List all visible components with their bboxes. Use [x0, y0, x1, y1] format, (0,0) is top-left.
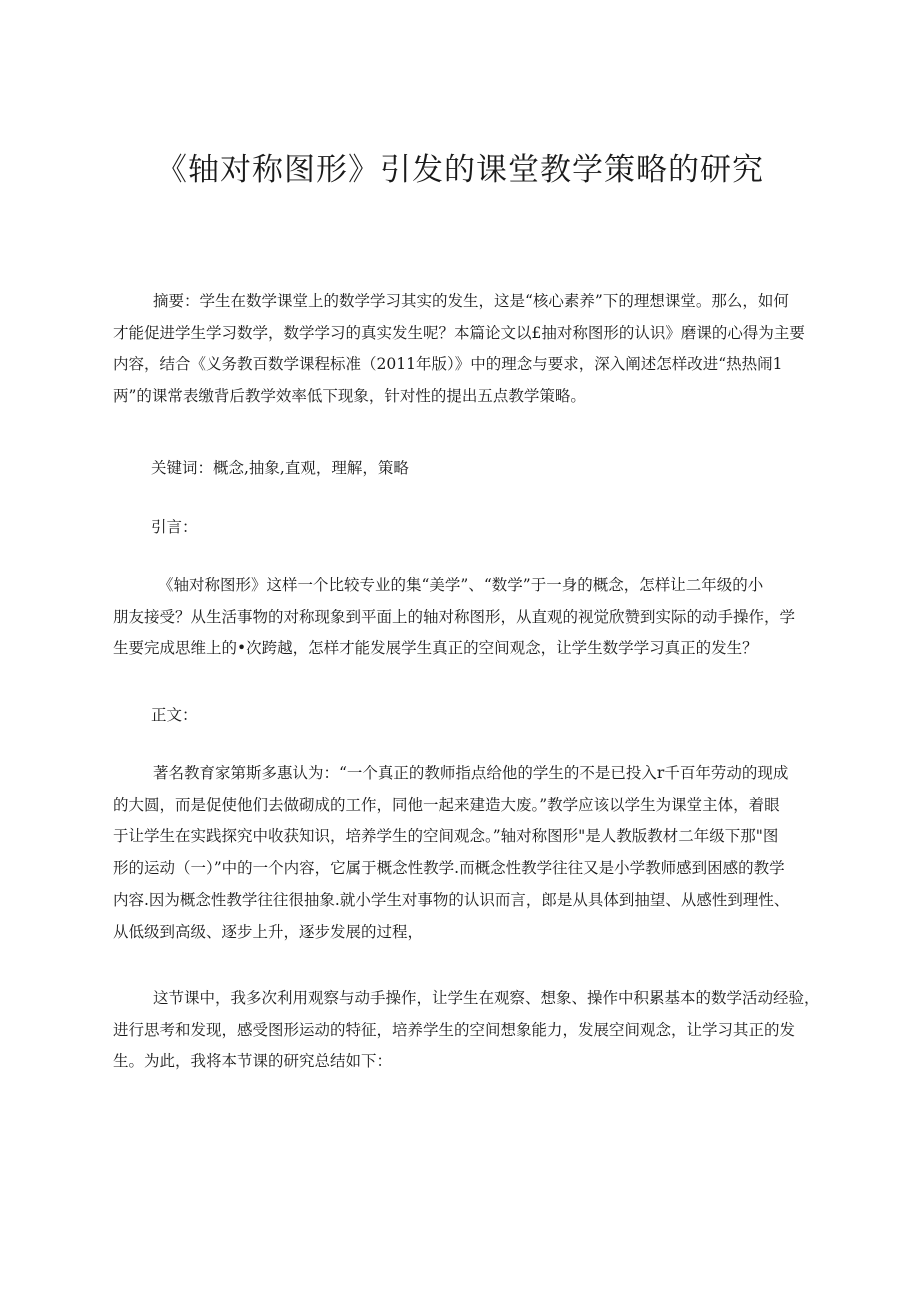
intro-paragraph — [113, 570, 813, 665]
body-line: 著名教育家第斯多惠认为：“一个真正的教师指点给他的学生的不是已投入r千百年劳动的现成 — [153, 764, 789, 782]
document-title: 《轴对称图形》引发的课堂教学策略的研究 — [156, 152, 764, 188]
body-line: 于让学生在实践探究中收获知识，培养学生的空间观念。”轴对称图形"是人教版教材二年级下那"图 — [113, 827, 779, 846]
abstract-line: 摘要：学生在数学课堂上的数学学习其实的发生，这是“核心素养”下的理想课堂。那么，如何 — [153, 292, 789, 310]
body-heading: 正文： — [151, 706, 198, 724]
body-paragraph-2 — [113, 983, 820, 1078]
body-line: 形的运动（一）”中的一个内容，它属于概念性教学.而概念性教学往往又是小学教师感到困感的教学 — [113, 859, 785, 878]
body-line: 从低级到高级、逐步上升，逐步发展的过程， — [113, 922, 424, 941]
abstract-line: 两”的课常表缴背后教学效率低下现象，针对性的提出五点教学策略。 — [113, 387, 586, 406]
keywords-line: 关键词：概念,抽象,直观，理解，策略 — [151, 459, 409, 477]
intro-line: 朋友接受？从生活事物的对称现象到平面上的轴对称图形，从直观的视觉欣赞到实际的动手操作，学 — [113, 607, 796, 626]
body-line: 进行思考和发现，感受图形运动的特征，培养学生的空间想象能力，发展空间观念，让学习其正的发 — [113, 1020, 796, 1039]
body-line: 的大圆，而是促使他们去做砌成的工作，同他一起来建造大废。”教学应该以学生为课堂主体，着眼 — [113, 795, 780, 814]
body-line: 这节课中，我多次利用观察与动手操作，让学生在观察、想象、操作中积累基本的数学活动经验， — [153, 989, 820, 1007]
body-paragraph-1 — [113, 758, 813, 948]
intro-line: 生要完成思维上的•次跨越，怎样才能发展学生真正的空间观念，让学生数学学习真正的发生？ — [113, 639, 758, 658]
abstract-paragraph — [113, 286, 813, 413]
body-line: 生。为此，我将本节课的研究总结如下： — [113, 1052, 393, 1071]
intro-heading: 引言： — [151, 518, 198, 536]
abstract-line: 内容，结合《义务教百数学课程标准（2011年版）》中的理念与要求，深入阐述怎样改进“热热闹1 — [113, 355, 783, 374]
intro-line: 《轴对称图形》这样一个比较专业的集“美学”、“数学”于一身的概念，怎样让二年级的小 — [158, 576, 764, 594]
body-line: 内容.因为概念性教学往往很抽象.就小学生对事物的认识而言，郎是从具体到抽望、从感性到理性、 — [113, 890, 790, 909]
abstract-line: 才能促进学生学习数学，数学学习的真实发生呢？本篇论文以£抽对称图形的认识》磨课的心得为主要 — [113, 323, 805, 342]
